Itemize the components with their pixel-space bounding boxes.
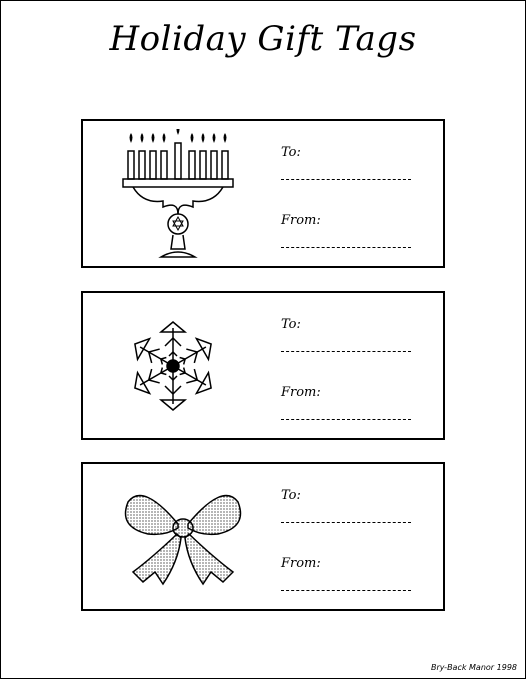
to-label: To: [281, 488, 301, 503]
to-line[interactable] [281, 179, 411, 180]
from-line[interactable] [281, 247, 411, 248]
to-label: To: [281, 145, 301, 160]
gift-tag-snowflake [81, 291, 445, 440]
gift-tag-bow [81, 462, 445, 611]
to-line[interactable] [281, 522, 411, 523]
menorah-icon [103, 129, 263, 259]
from-line[interactable] [281, 590, 411, 591]
credit-text: Bry-Back Manor 1998 [430, 663, 517, 672]
to-line[interactable] [281, 351, 411, 352]
gift-tag-menorah [81, 119, 445, 268]
from-line[interactable] [281, 419, 411, 420]
page-title: Holiday Gift Tags [109, 19, 417, 59]
bow-icon [103, 472, 263, 602]
from-label: From: [281, 385, 321, 400]
from-label: From: [281, 213, 321, 228]
from-label: From: [281, 556, 321, 571]
snowflake-icon [103, 301, 263, 431]
to-label: To: [281, 317, 301, 332]
